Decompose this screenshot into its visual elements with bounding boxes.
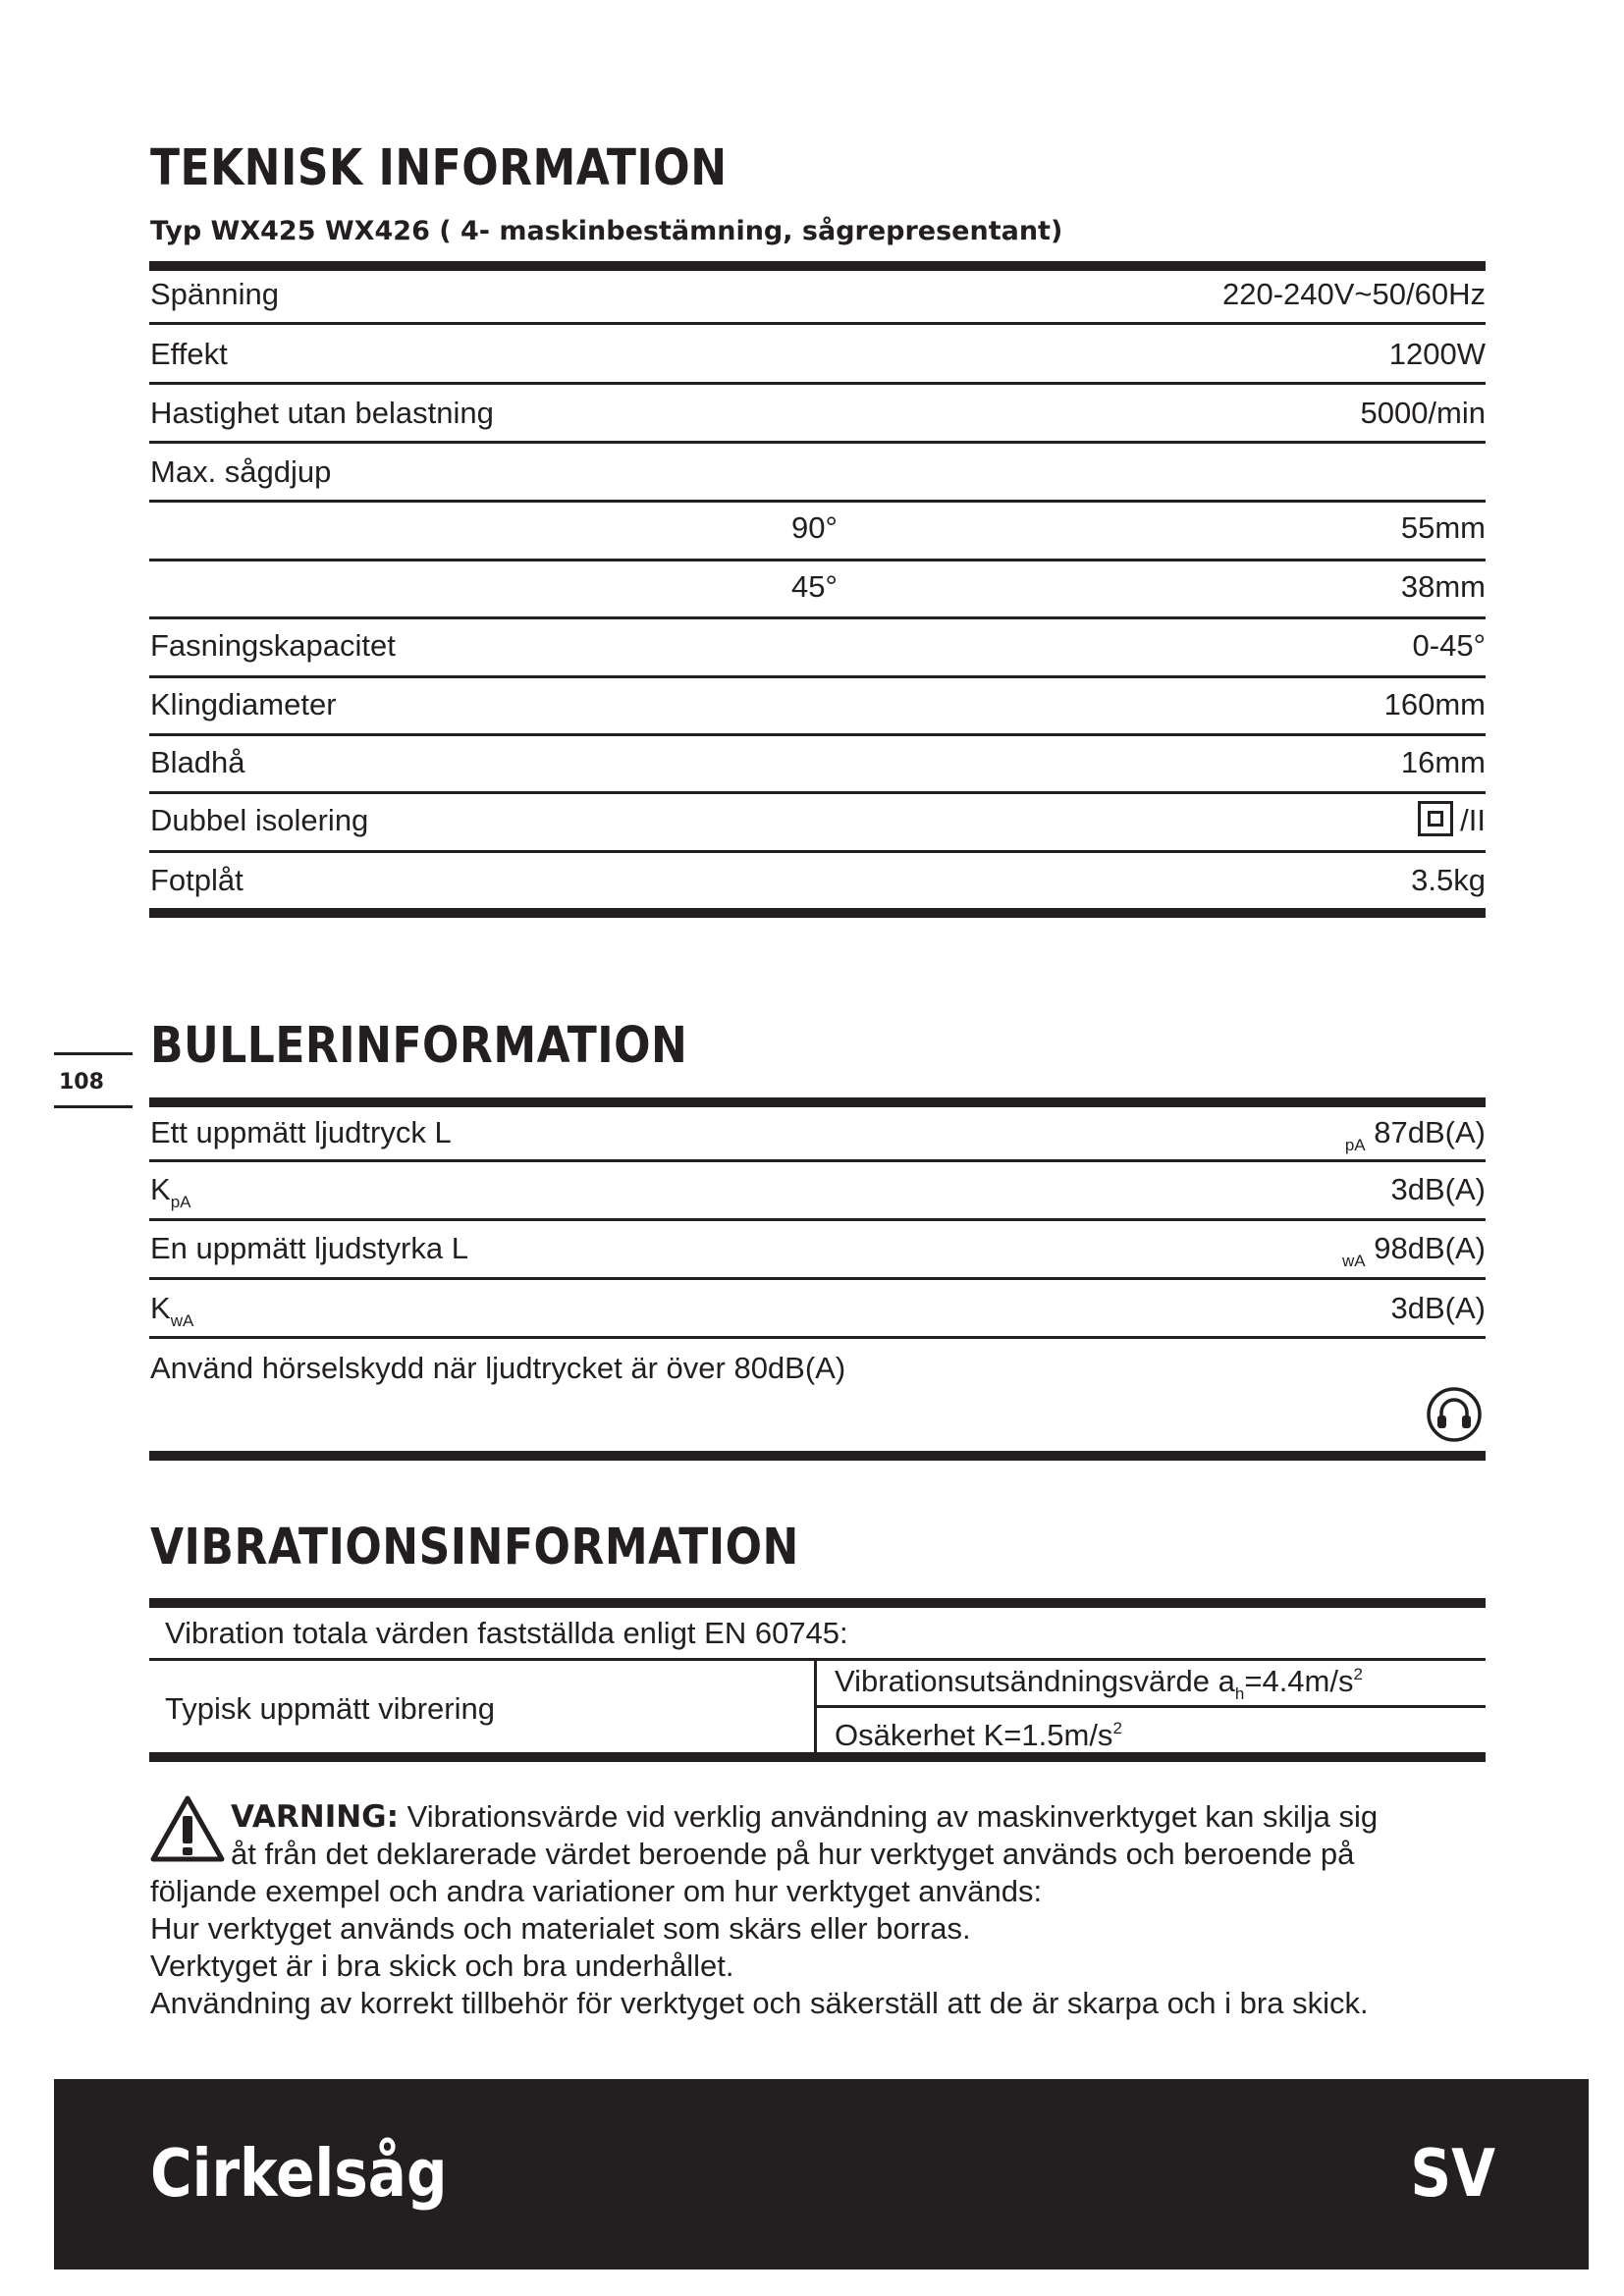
kwa-letter: K — [150, 1291, 171, 1325]
row-divider — [149, 733, 1486, 736]
emission-superscript: 2 — [1353, 1665, 1363, 1683]
speed-value: 5000/min — [1360, 396, 1486, 430]
warning-text — [150, 1798, 1476, 2022]
sound-power-label: En uppmätt ljudstyrka L — [150, 1231, 468, 1265]
table-bottom-border — [149, 908, 1486, 918]
emission-prefix: Vibrationsutsändningsvärde a — [835, 1664, 1235, 1698]
depth-90-angle: 90° — [791, 510, 838, 545]
sound-pressure-label: Ett uppmätt ljudtryck L — [150, 1115, 452, 1149]
page-number-line — [54, 1105, 133, 1108]
kpa-label — [150, 1174, 190, 1210]
warning-line-4: Hur verktyget används och materialet som skärs eller borras. — [150, 1911, 971, 1946]
uncertainty-number: Osäkerhet K=1.5m/s — [835, 1718, 1113, 1752]
ear-protection-icon — [1426, 1386, 1483, 1443]
uncertainty-superscript: 2 — [1112, 1719, 1122, 1737]
page-number-line — [54, 1052, 133, 1055]
row-divider — [149, 616, 1486, 619]
noise-bottom-border — [149, 1451, 1486, 1461]
sound-power-number: 98dB(A) — [1374, 1231, 1486, 1265]
row-divider — [149, 559, 1486, 561]
insulation-label: Dubbel isolering — [150, 803, 369, 837]
bore-label: Bladhå — [150, 745, 245, 779]
sound-power-subscript: wA — [1342, 1252, 1366, 1270]
warning-line-1: Vibrationsvärde vid verklig användning av maskinverktyget kan skilja sig — [399, 1799, 1379, 1834]
kpa-letter: K — [150, 1172, 171, 1206]
row-divider — [149, 1218, 1486, 1221]
row-divider — [814, 1705, 1486, 1708]
voltage-value: 220-240V~50/60Hz — [1221, 277, 1486, 311]
warning-line-3: följande exempel och andra variationer om hur verktyget används: — [150, 1874, 1043, 1908]
row-divider — [149, 1336, 1486, 1339]
bevel-label: Fasningskapacitet — [150, 628, 396, 663]
bevel-value: 0-45° — [1412, 628, 1486, 663]
row-divider — [149, 1658, 1486, 1661]
kwa-label — [150, 1293, 193, 1329]
voltage-label: Spänning — [150, 277, 280, 311]
weight-label: Fotplåt — [150, 863, 244, 897]
vibration-top-border — [149, 1598, 1486, 1608]
footer-title: Cirkelsåg — [150, 2135, 448, 2213]
sound-power-value — [1342, 1233, 1486, 1269]
depth-45-angle: 45° — [791, 569, 838, 604]
row-divider — [149, 1277, 1486, 1280]
technical-heading: TEKNISK INFORMATION — [150, 139, 728, 197]
depth-label: Max. sågdjup — [150, 454, 332, 489]
sound-pressure-number: 87dB(A) — [1374, 1115, 1486, 1149]
depth-45-value: 38mm — [1400, 569, 1486, 604]
row-divider — [149, 850, 1486, 853]
sound-pressure-value — [1345, 1117, 1486, 1153]
emission-number: =4.4m/s — [1244, 1664, 1354, 1698]
row-divider — [149, 791, 1486, 794]
depth-90-value: 55mm — [1400, 510, 1486, 545]
row-divider — [149, 382, 1486, 385]
bore-value: 16mm — [1400, 745, 1486, 779]
warning-label: VARNING: — [231, 1799, 400, 1835]
vibration-intro: Vibration totala värden fastställda enligt EN 60745: — [165, 1616, 848, 1650]
row-divider — [149, 675, 1486, 678]
weight-value: 3.5kg — [1411, 863, 1486, 897]
vibration-heading: VIBRATIONSINFORMATION — [150, 1519, 799, 1576]
kpa-subscript: pA — [170, 1193, 191, 1211]
warning-line-5: Verktyget är i bra skick och bra underhållet. — [150, 1949, 734, 1983]
row-divider — [149, 500, 1486, 503]
blade-label: Klingdiameter — [150, 687, 337, 721]
footer-language: SV — [1410, 2135, 1495, 2213]
double-insulation-icon — [1418, 801, 1453, 836]
row-divider — [149, 441, 1486, 444]
warning-line-2: åt från det deklarerade värdet beroende på hur verktyget används och beroende på — [231, 1837, 1355, 1871]
row-divider — [149, 322, 1486, 325]
sound-pressure-subscript: pA — [1344, 1136, 1366, 1154]
warning-line-6: Användning av korrekt tillbehör för verktyget och säkerställ att de är skarpa och i bra skick. — [150, 1986, 1369, 2020]
table-top-border — [149, 261, 1486, 271]
hearing-protection-note: Använd hörselskydd när ljudtrycket är över 80dB(A) — [150, 1351, 846, 1385]
noise-heading: BULLERINFORMATION — [150, 1017, 688, 1075]
footer-bar — [54, 2079, 1589, 2269]
kwa-value: 3dB(A) — [1390, 1291, 1486, 1325]
blade-value: 160mm — [1383, 687, 1486, 721]
emission-subscript: h — [1234, 1684, 1245, 1703]
insulation-value: /II — [1460, 803, 1486, 837]
power-label: Effekt — [150, 337, 228, 371]
kwa-subscript: wA — [170, 1311, 194, 1330]
uncertainty-value — [835, 1720, 1122, 1750]
emission-value — [835, 1666, 1363, 1702]
vibration-bottom-border — [149, 1752, 1486, 1762]
noise-top-border — [149, 1097, 1486, 1107]
typical-vibration-label: Typisk uppmätt vibrering — [165, 1691, 495, 1726]
power-value: 1200W — [1388, 337, 1486, 371]
page-number: 108 — [59, 1070, 104, 1095]
speed-label: Hastighet utan belastning — [150, 396, 494, 430]
technical-subtitle: Typ WX425 WX426 ( 4- maskinbestämning, sågrepresentant) — [150, 216, 1063, 246]
row-divider — [149, 1159, 1486, 1162]
kpa-value: 3dB(A) — [1390, 1172, 1486, 1206]
